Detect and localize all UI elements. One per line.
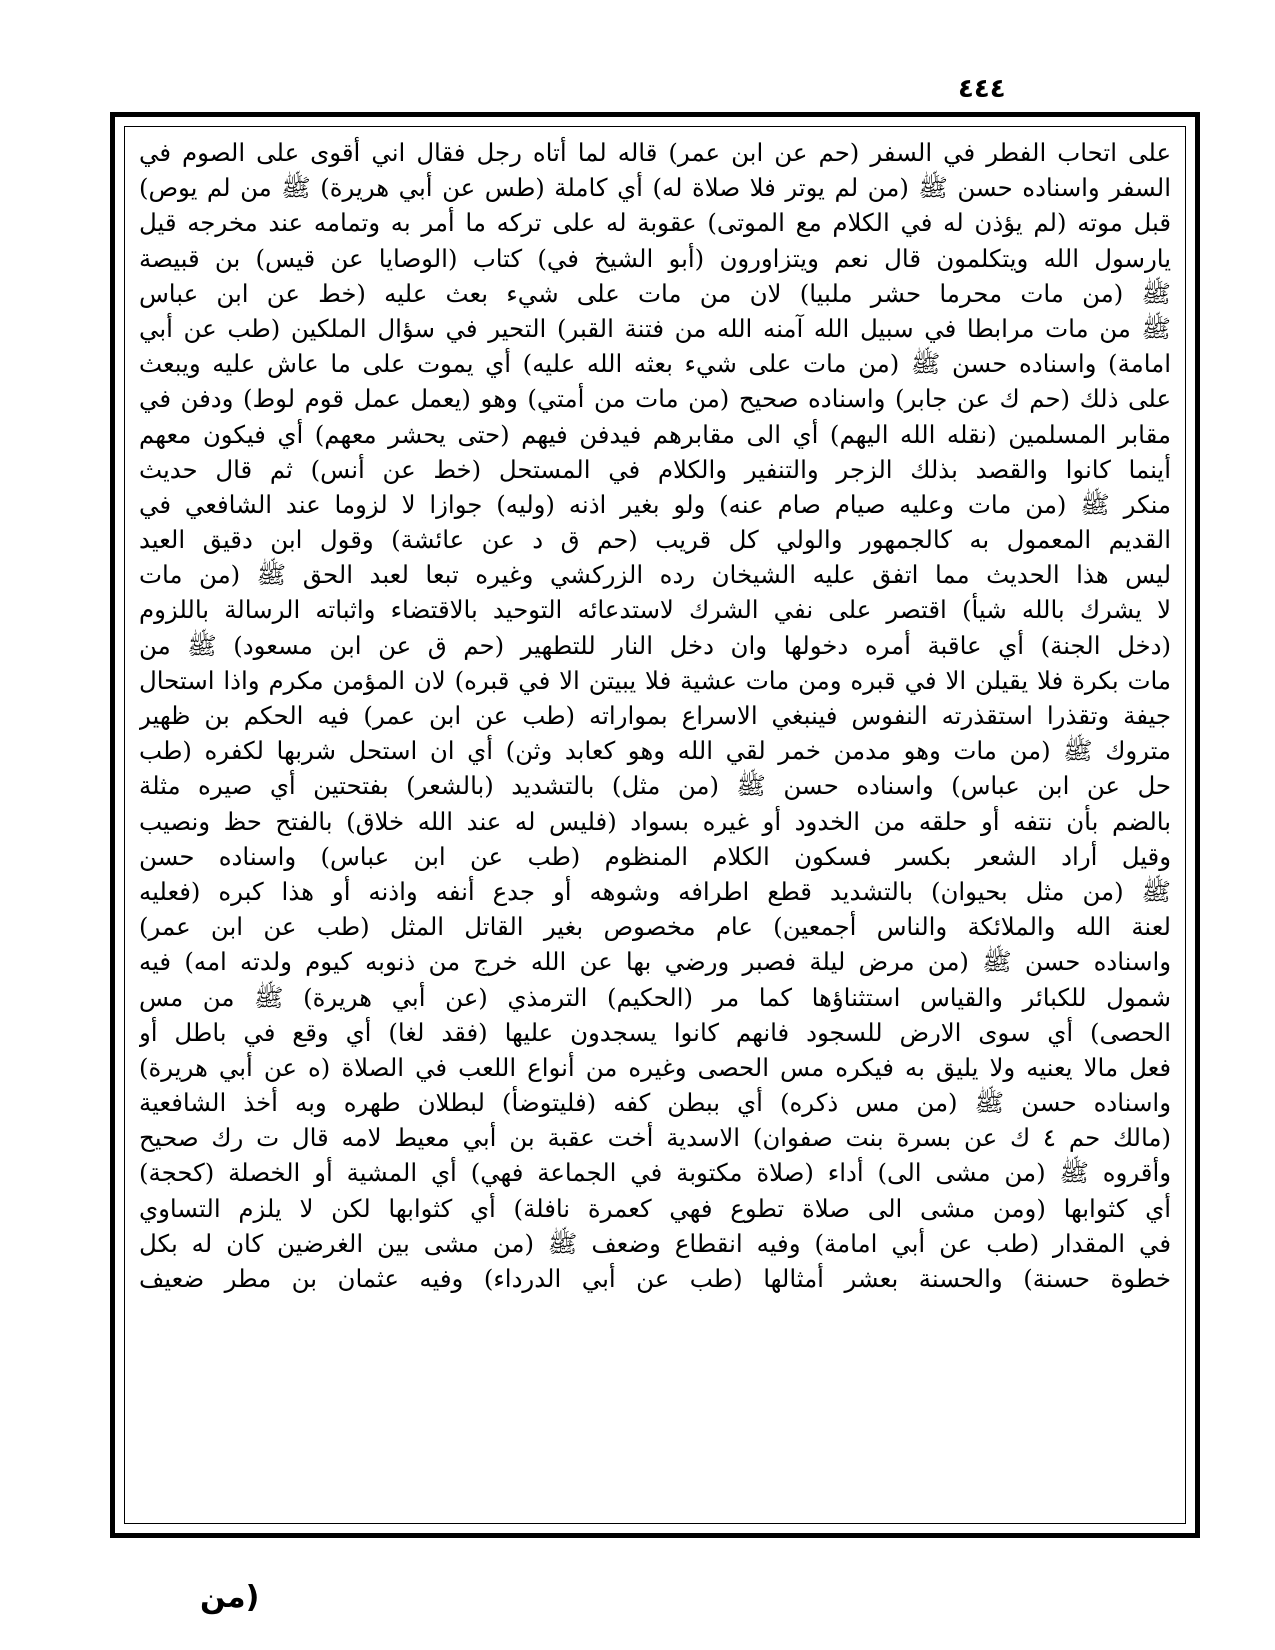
catchword: (من (200, 1580, 260, 1615)
text-line: ﷺ (من مات محرما حشر ملبيا) لان من مات على شيء بعث عليه (خط عن ابن عباس (139, 278, 1171, 308)
text-line: (مالك حم ٤ ك عن بسرة بنت صفوان) الاسدية أخت عقبة بن أبي معيط لامه قال ت رك صحيح (139, 1123, 1171, 1153)
text-line: مقابر المسلمين (نقله الله اليهم) أي الى مقابرهم فيدفن فيهم (حتى يحشر معهم) أي فيكون معهم (139, 419, 1171, 449)
text-line: واسناده حسن ﷺ (من مس ذكره) أي ببطن كفه (فليتوضأ) لبطلان طهره وبه أخذ الشافعية (139, 1088, 1171, 1118)
text-line: على اتحاب الفطر في السفر (حم عن ابن عمر) قاله لما أتاه رجل فقال اني أقوى على الصوم في (139, 138, 1171, 167)
text-line: على ذلك (حم ك عن جابر) واسناده صحيح (من مات من أمتي) وهو (يعمل عمل قوم لوط) ودفن في (139, 384, 1171, 414)
text-line: شمول للكبائر والقياس استثناؤها كما مر (الحكيم) الترمذي (عن أبي هريرة) ﷺ من مس (139, 982, 1171, 1012)
text-line: (دخل الجنة) أي عاقبة أمره دخولها وان دخل النار للتطهير (حم ق عن ابن مسعود) ﷺ من (139, 630, 1171, 660)
text-line: جيفة وتقذرا استقذرته النفوس فينبغي الاسراع بمواراته (طب عن ابن عمر) فيه الحكم بن ظهير (139, 701, 1171, 730)
text-line: أينما كانوا والقصد بذلك الزجر والتنفير والكلام في المستحل (خط عن أنس) ثم قال حديث (139, 454, 1171, 484)
text-line: ﷺ من مات مرابطا في سبيل الله آمنه الله من فتنة القبر) التحير في سؤال الملكين (طب عن أبي (139, 313, 1171, 343)
text-line: لا يشرك بالله شيأ) اقتصر على نفي الشرك لاستدعائه التوحيد بالاقتضاء واثباته الرسالة باللزوم (139, 595, 1171, 625)
text-line: القديم المعمول به كالجمهور والولي كل قريب (حم ق د عن عائشة) وقول ابن دقيق العيد (139, 525, 1171, 555)
text-line: منكر ﷺ (من مات وعليه صيام صام عنه) ولو بغير اذنه (وليه) جوازا لا لزوما عند الشافعي في (139, 489, 1171, 519)
page-frame (110, 112, 1200, 1538)
text-line: قبل موته (لم يؤذن له في الكلام مع الموتى) عقوبة له على تركه ما أمر به وتمامه عند مخرجه قيل (139, 208, 1171, 238)
text-line: خطوة حسنة) والحسنة بعشر أمثالها (طب عن أبي الدرداء) وفيه عثمان بن مطر ضعيف (139, 1264, 1171, 1293)
text-line: يارسول الله ويتكلمون قال نعم ويتزاورون (أبو الشيخ في) كتاب (الوصايا عن قيس) بن قبيصة (139, 243, 1171, 273)
text-line: متروك ﷺ (من مات وهو مدمن خمر لقي الله وهو كعابد وثن) أي ان استحل شربها لكفره (طب (139, 736, 1171, 766)
text-line: بالضم بأن نتفه أو حلقه من الخدود أو غيره بسواد (فليس له عند الله خلاق) بالفتح حظ ونصيب (139, 806, 1171, 836)
text-line: في المقدار (طب عن أبي امامة) وفيه انقطاع وضعف ﷺ (من مشى بين الغرضين كان له بكل (139, 1228, 1171, 1258)
text-line: لعنة الله والملائكة والناس أجمعين) عام مخصوص بغير القاتل المثل (طب عن ابن عمر) (139, 912, 1171, 942)
text-line: ﷺ (من مثل بحيوان) بالتشديد قطع اطرافه وشوهه أو جدع أنفه واذنه أو هذا كبره (فعليه (139, 876, 1171, 906)
text-block (124, 126, 1186, 1524)
text-line: حل عن ابن عباس) واسناده حسن ﷺ (من مثل) بالتشديد (بالشعر) بفتحتين أي صيره مثلة (139, 771, 1171, 801)
text-line: وقيل أراد الشعر بكسر فسكون الكلام المنظوم (طب عن ابن عباس) واسناده حسن (139, 841, 1171, 871)
text-line: فعل مالا يعنيه ولا يليق به فيكره مس الحصى وغيره من أنواع اللعب في الصلاة (ه عن أبي هريرة) (139, 1052, 1171, 1082)
page-number: ٤٤٤ (958, 74, 1006, 104)
text-line: واسناده حسن ﷺ (من مرض ليلة فصبر ورضي بها عن الله خرج من ذنوبه كيوم ولدته امه) فيه (139, 947, 1171, 977)
text-line: امامة) واسناده حسن ﷺ (من مات على شيء بعثه الله عليه) أي يموت على ما عاش عليه ويبعث (139, 349, 1171, 379)
text-line: وأقروه ﷺ (من مشى الى) أداء (صلاة مكتوبة في الجماعة فهي) أي المشية أو الخصلة (كحجة) (139, 1158, 1171, 1188)
text-line: السفر واسناده حسن ﷺ (من لم يوتر فلا صلاة له) أي كاملة (طس عن أبي هريرة) ﷺ من لم يوص) (139, 173, 1171, 203)
text-line: مات بكرة فلا يقيلن الا في قبره ومن مات عشية فلا يبيتن الا في قبره) لان المؤمن مكرم واذا استحال (139, 665, 1171, 695)
text-line: ليس هذا الحديث مما اتفق عليه الشيخان رده الزركشي وغيره تبعا لعبد الحق ﷺ (من مات (139, 560, 1171, 590)
text-line: أي كثوابها (ومن مشى الى صلاة تطوع فهي كعمرة نافلة) أي كثوابها لكن لا يلزم التساوي (139, 1193, 1171, 1223)
text-line: الحصى) أي سوى الارض للسجود فانهم كانوا يسجدون عليها (فقد لغا) أي وقع في باطل أو (139, 1017, 1171, 1047)
